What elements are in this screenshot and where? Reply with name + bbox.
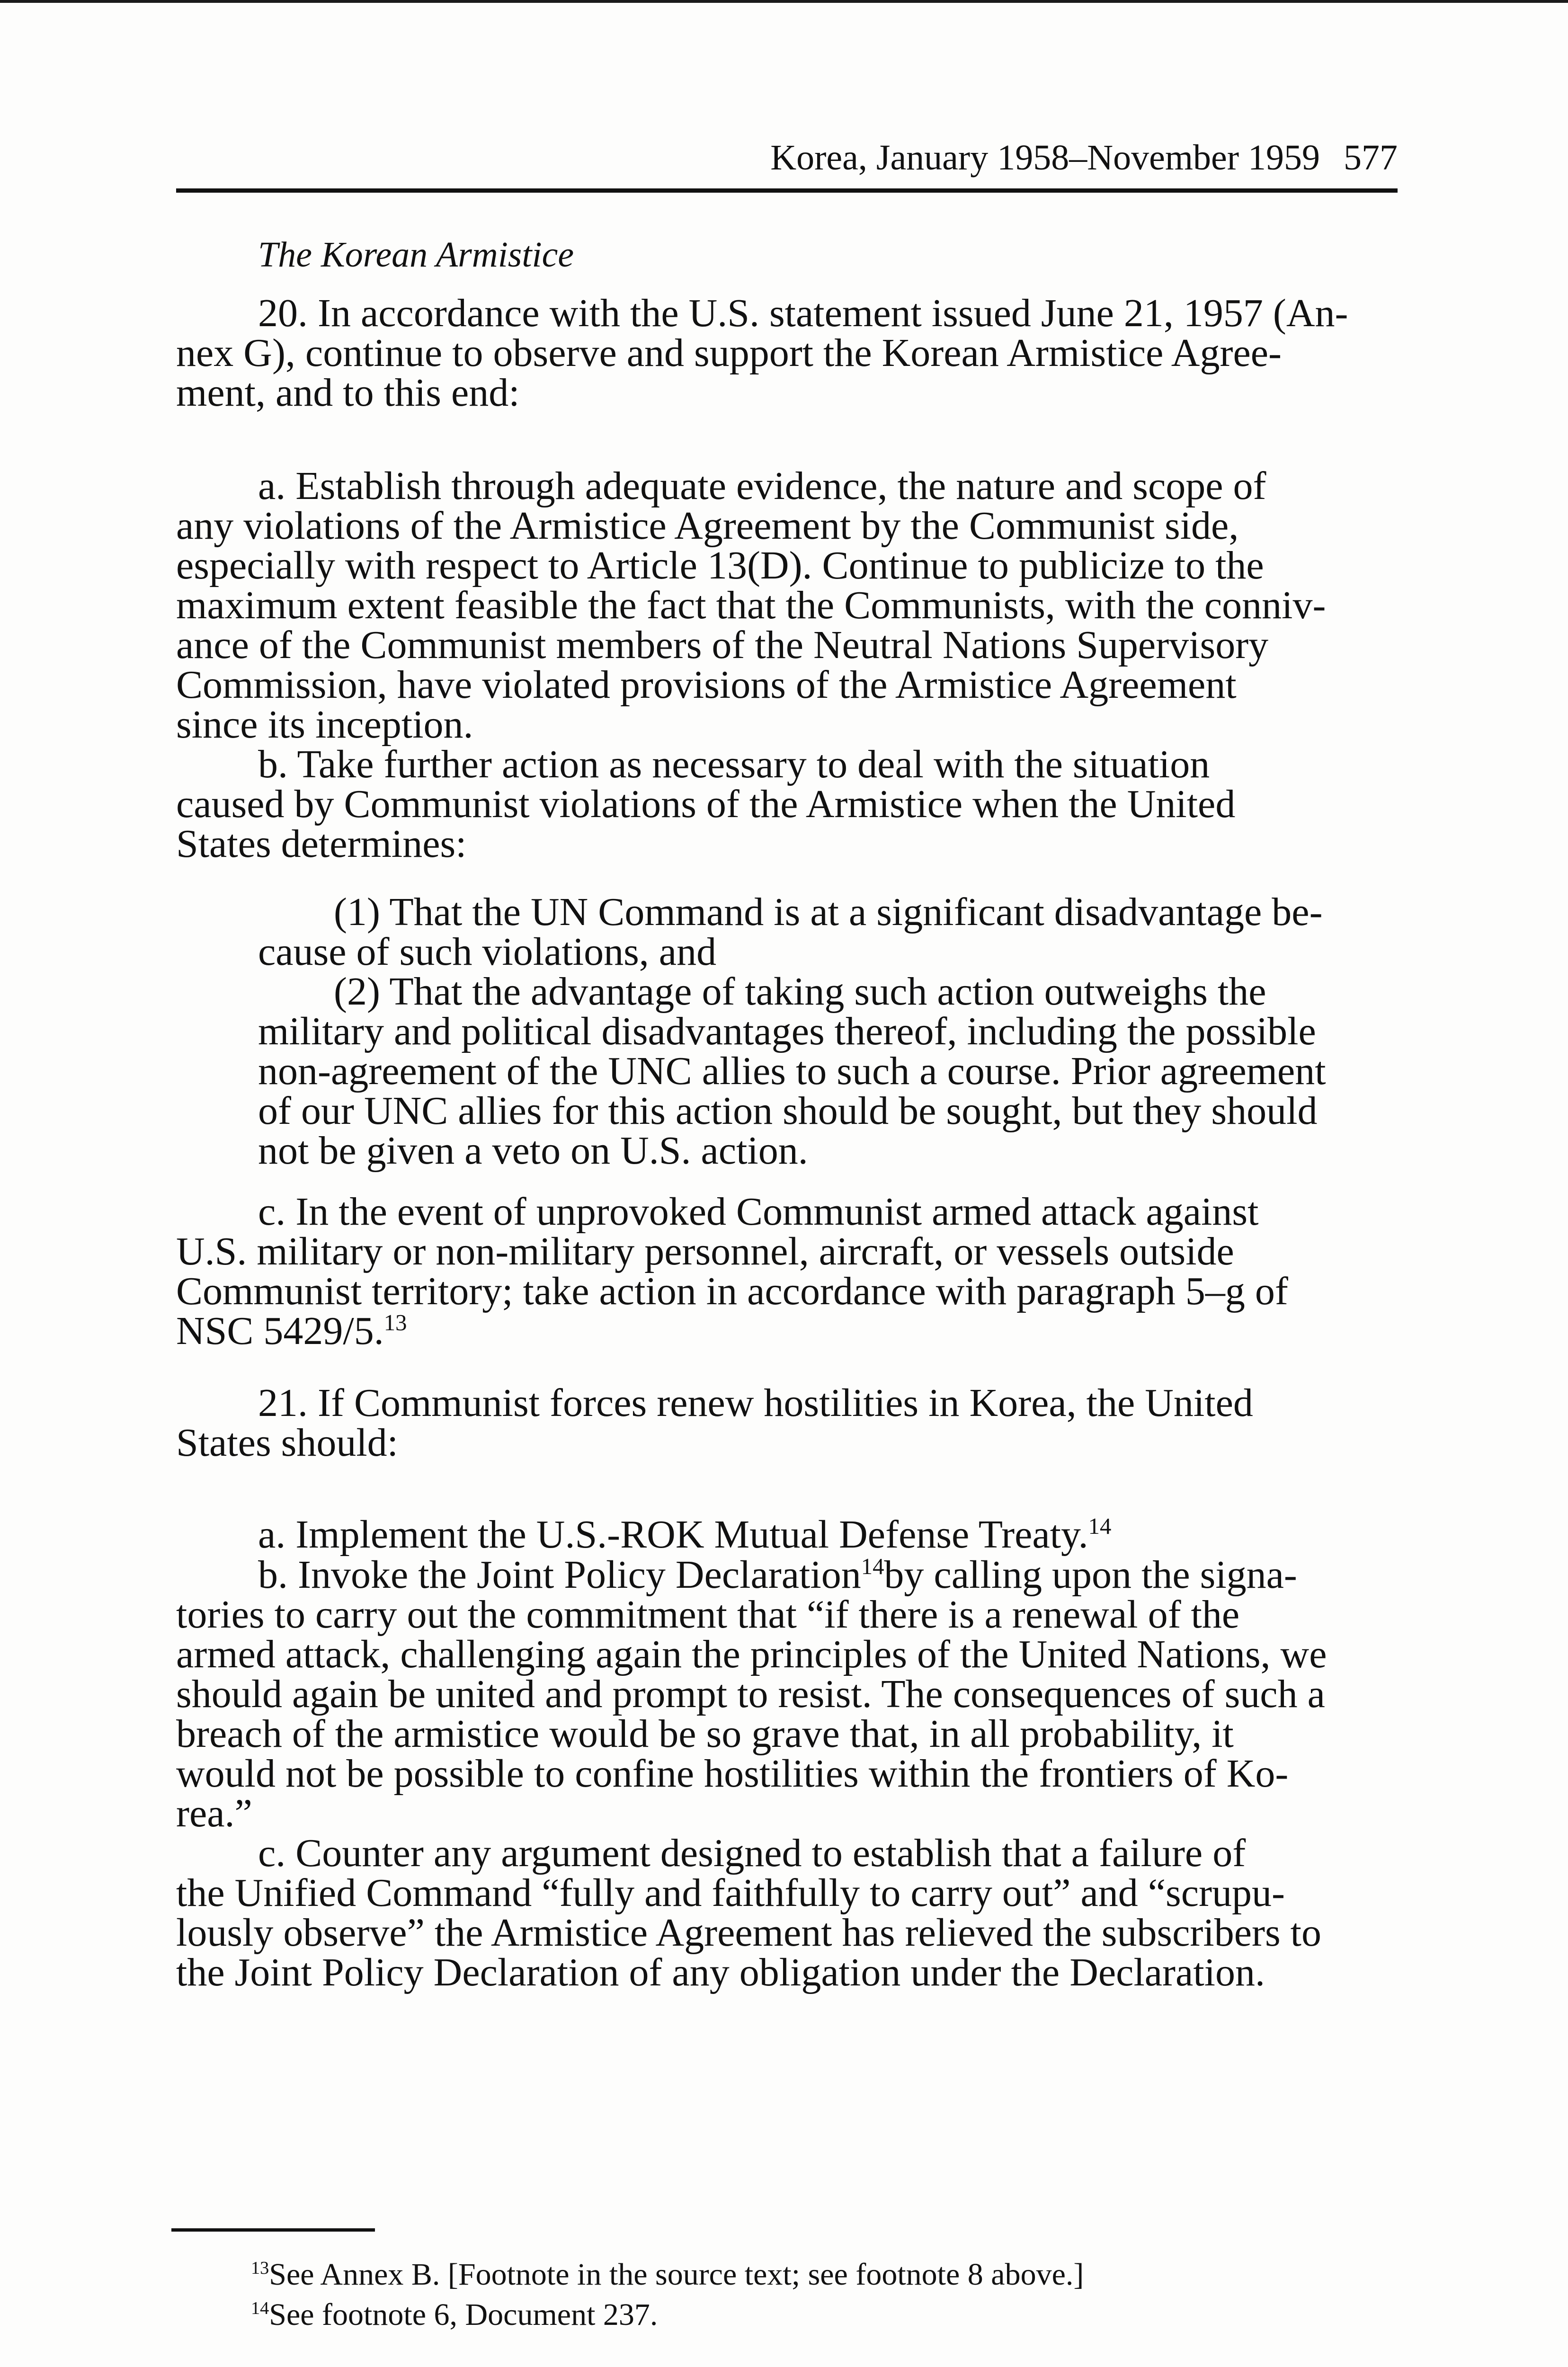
text-line: Commission, have violated provisions of the Armistice Agreement xyxy=(176,663,1237,707)
text-line: rea.” xyxy=(176,1791,252,1835)
running-head xyxy=(176,132,1398,184)
footnote-number: 13 xyxy=(251,2258,269,2278)
text-line: 21. If Communist forces renew hostilities in Korea, the United xyxy=(258,1381,1253,1425)
text-line: would not be possible to confine hostilities within the frontiers of Ko- xyxy=(176,1752,1289,1796)
text-line: (2) That the advantage of taking such action outweighs the xyxy=(334,970,1266,1014)
scan-top-edge xyxy=(0,0,1568,3)
text-line: armed attack, challenging again the principles of the United Nations, we xyxy=(176,1632,1327,1676)
text-line xyxy=(176,1555,1398,1595)
footnote-rule xyxy=(171,2228,375,2232)
text-line: 20. In accordance with the U.S. statement issued June 21, 1957 (An- xyxy=(258,291,1348,335)
text-line: c. In the event of unprovoked Communist armed attack against xyxy=(258,1190,1259,1234)
text-line: should again be united and prompt to resist. The consequences of such a xyxy=(176,1672,1325,1716)
footnote-text: See footnote 6, Document 237. xyxy=(269,2297,658,2332)
text-line: a. Establish through adequate evidence, the nature and scope of xyxy=(258,464,1266,508)
text-line: since its inception. xyxy=(176,703,473,747)
footnote-text: See Annex B. [Footnote in the source text; see footnote 8 above.] xyxy=(269,2257,1084,2292)
footnote-13 xyxy=(251,2256,1084,2294)
text-line: of our UNC allies for this action should be sought, but they should xyxy=(258,1089,1318,1133)
text-line: not be given a veto on U.S. action. xyxy=(258,1129,808,1173)
paragraph-20b-1 xyxy=(258,892,1398,972)
text-line: Communist territory; take action in accordance with paragraph 5–g of xyxy=(176,1269,1288,1313)
footnote-ref-14[interactable]: 14 xyxy=(1088,1513,1112,1539)
paragraph-20a xyxy=(176,466,1398,745)
text-line: maximum extent feasible the fact that the Communists, with the conniv- xyxy=(176,583,1326,627)
paragraph-21c xyxy=(176,1833,1398,1993)
text-fragment: b. Invoke the Joint Policy Declaration xyxy=(258,1553,861,1597)
text-line: States determines: xyxy=(176,822,467,866)
text-line: non-agreement of the UNC allies to such a course. Prior agreement xyxy=(258,1049,1326,1093)
text-fragment: a. Implement the U.S.-ROK Mutual Defense Treaty. xyxy=(258,1513,1088,1557)
text-line: especially with respect to Article 13(D). Continue to publicize to the xyxy=(176,543,1264,587)
paragraph-21b xyxy=(176,1555,1398,1833)
text-line xyxy=(176,1311,1398,1351)
text-line: nex G), continue to observe and support the Korean Armistice Agree- xyxy=(176,331,1282,375)
text-line: lously observe” the Armistice Agreement has relieved the subscribers to xyxy=(176,1911,1321,1955)
footnote-14 xyxy=(251,2296,658,2334)
text-fragment: by calling upon the signa- xyxy=(884,1553,1297,1597)
paragraph-21a xyxy=(176,1515,1398,1555)
footnote-ref-14[interactable]: 14 xyxy=(861,1554,884,1579)
paragraph-21 xyxy=(176,1383,1398,1463)
text-line xyxy=(176,1515,1398,1555)
paragraph-20 xyxy=(176,291,1398,415)
paragraph-20b xyxy=(176,742,1398,866)
text-line: breach of the armistice would be so grave that, in all probability, it xyxy=(176,1712,1234,1756)
text-line: ment, and to this end: xyxy=(176,371,520,415)
running-title: Korea, January 1958–November 1959 xyxy=(770,138,1320,178)
footnote-ref-13[interactable]: 13 xyxy=(383,1310,407,1335)
paragraph-20b-2 xyxy=(258,972,1398,1171)
text-line: U.S. military or non-military personnel, aircraft, or vessels outside xyxy=(176,1229,1234,1273)
text-line: military and political disadvantages thereof, including the possible xyxy=(258,1009,1316,1053)
text-line: cause of such violations, and xyxy=(258,930,717,974)
text-line: the Unified Command “fully and faithfully to carry out” and “scrupu- xyxy=(176,1871,1285,1915)
text-line: c. Counter any argument designed to establish that a failure of xyxy=(258,1831,1246,1875)
text-fragment: NSC 5429/5. xyxy=(176,1309,384,1353)
header-rule xyxy=(176,188,1398,193)
section-title: The Korean Armistice xyxy=(258,235,574,275)
text-line: tories to carry out the commitment that “if there is a renewal of the xyxy=(176,1593,1240,1637)
text-line: ance of the Communist members of the Neutral Nations Supervisory xyxy=(176,623,1269,667)
paragraph-20c xyxy=(176,1192,1398,1351)
text-line: caused by Communist violations of the Armistice when the United xyxy=(176,782,1236,826)
text-line: b. Take further action as necessary to deal with the situation xyxy=(258,742,1210,786)
text-line: the Joint Policy Declaration of any obligation under the Declaration. xyxy=(176,1950,1265,1994)
footnote-number: 14 xyxy=(251,2298,269,2318)
page-number: 577 xyxy=(1344,138,1398,178)
text-line: any violations of the Armistice Agreement by the Communist side, xyxy=(176,504,1239,548)
text-line: (1) That the UN Command is at a significant disadvantage be- xyxy=(334,890,1323,934)
text-line: States should: xyxy=(176,1421,399,1465)
